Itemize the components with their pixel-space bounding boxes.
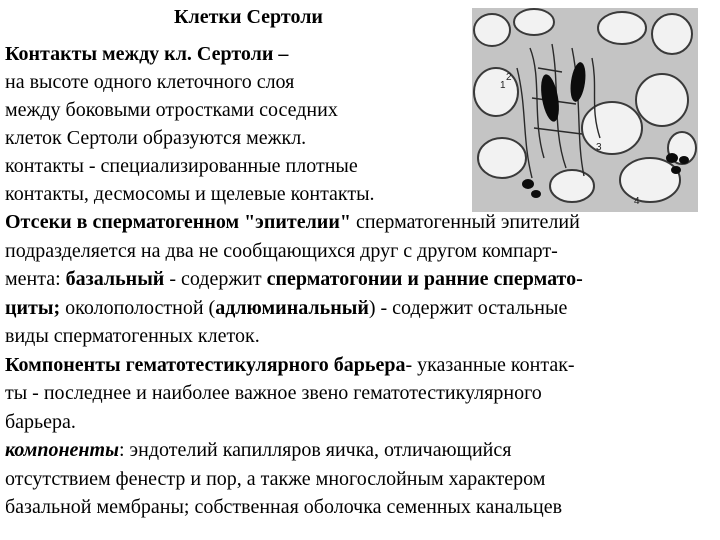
components-line-1 (5, 436, 711, 465)
compartments-line-4 (5, 294, 711, 323)
micrograph-figure (472, 8, 698, 212)
intro-line: клеток Сертоли образуются межкл. (5, 127, 307, 149)
figure-label-2: 2 (506, 72, 512, 83)
compartments-line-5: виды сперматогенных клеток. (5, 325, 260, 347)
barrier-line-1 (5, 351, 711, 380)
spermatocytes-term: циты; (5, 296, 61, 319)
compartments-text: сперматогенный эпителий (350, 211, 580, 233)
figure-label-3: 3 (596, 142, 602, 153)
compartments-text: околополостной ( (60, 296, 216, 319)
barrier-heading: Компоненты гематотестикулярного барьера (5, 353, 406, 376)
compartments-line-2: подразделяется на два не сообщающихся друг с другом компарт- (5, 239, 558, 262)
compartments-line-3 (5, 265, 711, 294)
contacts-heading: Контакты между кл. Сертоли – (5, 43, 289, 65)
intro-line: на высоте одного клеточного слоя (5, 71, 295, 93)
intro-line: контакты - специализированные плотные (5, 155, 358, 177)
components-line-2: отсутствием фенестр и пор, а также многослойным характером (5, 467, 546, 490)
components-line-3: базальной мембраны; собственная оболочка семенных канальцев (5, 496, 563, 518)
compartments-line-1 (5, 208, 711, 237)
components-text: : эндотелий капилляров яичка, отличающийся (118, 439, 512, 461)
barrier-text: - указанные контак- (405, 353, 575, 376)
compartments-heading: Отсеки в сперматогенном "эпителии" (5, 211, 351, 233)
adluminal-term: адлюминальный (215, 296, 369, 319)
intro-line: между боковыми отростками соседних (5, 99, 338, 121)
barrier-line-3: барьера. (5, 410, 76, 433)
slide-title: Клетки Сертоли (174, 6, 323, 28)
basal-term: базальный (65, 268, 165, 290)
components-label: компоненты (5, 439, 119, 461)
intro-line: контакты, десмосомы и щелевые контакты. (5, 183, 375, 205)
compartments-text: - содержит (164, 268, 267, 290)
body-text (5, 208, 711, 522)
sertoli-contacts-paragraph (5, 40, 475, 208)
figure-label-1: 1 (500, 80, 506, 91)
compartments-text: мента: (5, 268, 66, 290)
spermatogonia-term: сперматогонии и ранние спермато- (266, 268, 583, 290)
compartments-text: ) - содержит остальные (368, 296, 568, 319)
figure-label-4: 4 (634, 196, 640, 207)
barrier-line-2: ты - последнее и наиболее важное звено гематотестикулярного (5, 382, 542, 404)
